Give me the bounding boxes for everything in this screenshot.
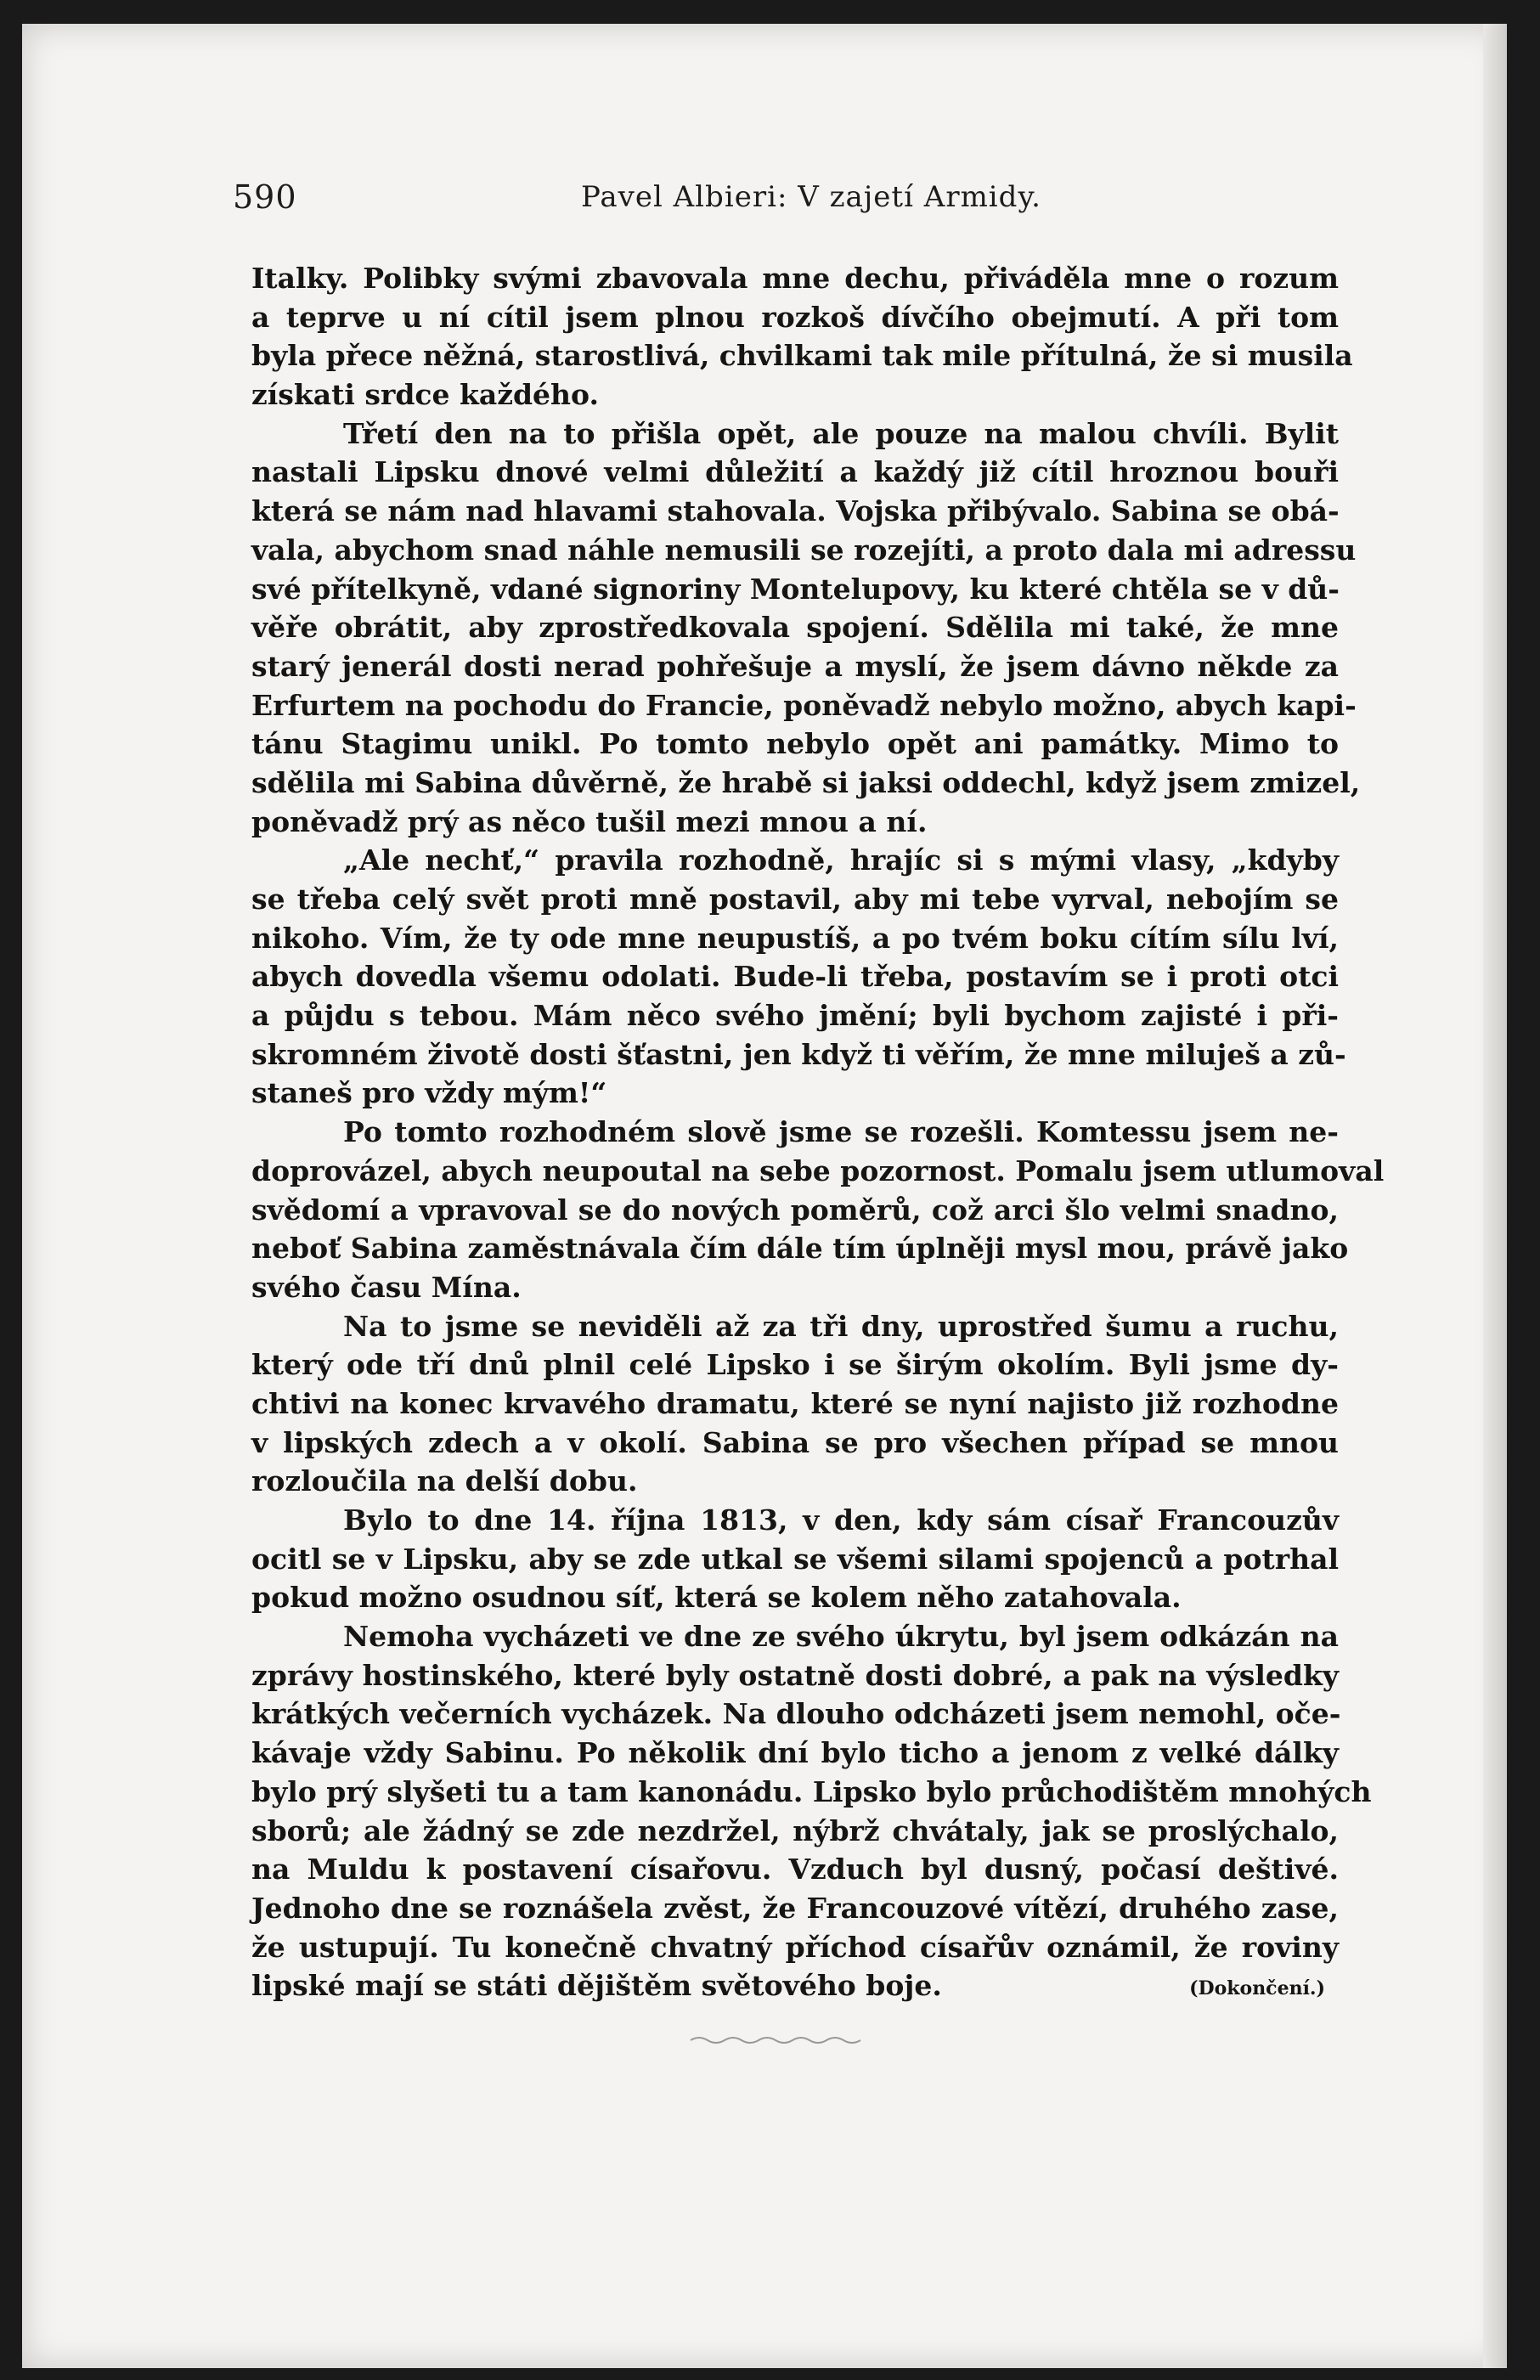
text-line: získati srdce každého. [251, 378, 599, 412]
text-line: pokud možno osudnou síť, která se kolem něho zatahovala. [251, 1581, 1182, 1615]
text-line: nastali Lipsku dnové velmi důležití a každý již cítil hroznou bouři [251, 455, 1339, 489]
text-line: sdělila mi Sabina důvěrně, že hrabě si jaksi oddechl, když jsem zmizel, [251, 765, 1361, 799]
text-line: vala, abychom snad náhle nemusili se rozejíti, a proto dala mi adressu [251, 533, 1357, 567]
text-line: nikoho. Vím, že ty ode mne neupustíš, a po tvém boku cítím sílu lví, [251, 921, 1339, 955]
text-line: která se nám nad hlavami stahovala. Vojska přibývalo. Sabina se obá- [251, 494, 1340, 528]
text-line: Nemoha vycházeti ve dne ze svého úkrytu, byl jsem odkázán na [343, 1620, 1339, 1654]
text-line: na Muldu k postavení císařovu. Vzduch byl dusný, počasí deštivé. [251, 1853, 1339, 1887]
text-line: ocitl se v Lipsku, aby se zde utkal se všemi silami spojenců a potrhal [251, 1542, 1339, 1576]
text-line: staneš pro vždy mým!“ [251, 1076, 607, 1110]
ending-note: (Dokončení.) [1189, 1977, 1325, 2000]
text-line: Erfurtem na pochodu do Francie, poněvadž nebylo možno, abych kapi- [251, 688, 1357, 722]
text-line: Jednoho dne se roznášela zvěst, že Francouzové vítězí, druhého zase, [251, 1891, 1339, 1925]
text-line: starý jenerál dosti nerad pohřešuje a myslí, že jsem dávno někde za [251, 649, 1339, 683]
text-line: rozloučila na delší dobu. [251, 1464, 638, 1498]
body-text [251, 259, 1385, 2005]
text-line: byla přece něžná, starostlivá, chvilkami tak mile přítulná, že si musila [251, 339, 1353, 373]
text-line: svědomí a vpravoval se do nových poměrů, což arci šlo velmi snadno, [251, 1193, 1339, 1227]
text-line: Bylo to dne 14. října 1813, v den, kdy sám císař Francouzův [343, 1503, 1339, 1537]
text-line: zprávy hostinského, které byly ostatně dosti dobré, a pak na výsledky [251, 1658, 1339, 1692]
text-line: kávaje vždy Sabinu. Po několik dní bylo ticho a jenom z velké dálky [251, 1736, 1339, 1770]
text-line: že ustupují. Tu konečně chvatný příchod císařův oznámil, že roviny [251, 1930, 1339, 1964]
text-line: své přítelkyně, vdané signoriny Montelupovy, ku které chtěla se v dů- [251, 572, 1340, 606]
text-line: se třeba celý svět proti mně postavil, aby mi tebe vyrval, nebojím se [251, 883, 1339, 916]
text-line: sborů; ale žádný se zde nezdržel, nýbrž chvátaly, jak se proslýchalo, [251, 1813, 1339, 1847]
text-line: který ode tří dnů plnil celé Lipsko i se širým okolím. Byli jsme dy- [251, 1348, 1339, 1382]
text-line: poněvadž prý as něco tušil mezi mnou a ní. [251, 804, 928, 838]
text-line: neboť Sabina zaměstnávala čím dále tím úplněji mysl mou, právě jako [251, 1232, 1349, 1266]
text-line: Třetí den na to přišla opět, ale pouze na malou chvíli. Bylit [343, 416, 1339, 450]
text-line: v lipských zdech a v okolí. Sabina se pro všechen případ se mnou [251, 1425, 1339, 1459]
text-line: Na to jsme se neviděli až za tři dny, uprostřed šumu a ruchu, [343, 1309, 1339, 1343]
text-line: Po tomto rozhodném slově jsme se rozešli. Komtessu jsem ne- [343, 1115, 1339, 1149]
text-line: a teprve u ní cítil jsem plnou rozkoš dívčího obejmutí. A při tom [251, 300, 1339, 334]
text-line: bylo prý slyšeti tu a tam kanonádu. Lipsko bylo průchodištěm mnohých [251, 1774, 1372, 1808]
text-line: svého času Mína. [251, 1270, 522, 1304]
end-ornament [686, 2028, 873, 2054]
text-line: a půjdu s tebou. Mám něco svého jmění; byli bychom zajisté i při- [251, 999, 1339, 1033]
page-header [233, 170, 1337, 221]
running-title: Pavel Albieri: V zajetí Armidy. [581, 180, 1041, 214]
page-edge [1483, 24, 1507, 2368]
text-line: chtivi na konec krvavého dramatu, které se nyní najisto již rozhodne [251, 1386, 1339, 1420]
text-line: „Ale nechť,“ pravila rozhodně, hrajíc si s mými vlasy, „kdyby [343, 843, 1339, 877]
text-line: lipské mají se státi dějištěm světového boje. (Dokončení.) [251, 1966, 1339, 2005]
page-number: 590 [233, 178, 297, 216]
text-line: doprovázel, abych neupoutal na sebe pozornost. Pomalu jsem utlumoval [251, 1153, 1385, 1187]
text-line: Italky. Polibky svými zbavovala mne dechu, přiváděla mne o rozum [251, 262, 1339, 295]
text-line: skromném životě dosti šťastni, jen když ti věřím, že mne miluješ a zů- [251, 1037, 1346, 1071]
text-line: abych dovedla všemu odolati. Bude-li třeba, postavím se i proti otci [251, 960, 1339, 994]
text-line: tánu Stagimu unikl. Po tomto nebylo opět ani památky. Mimo to [251, 727, 1339, 761]
text-line: krátkých večerních vycházek. Na dlouho odcházeti jsem nemohl, oče- [251, 1697, 1341, 1731]
text-line: věře obrátit, aby zprostředkovala spojení. Sdělila mi také, že mne [251, 611, 1339, 645]
